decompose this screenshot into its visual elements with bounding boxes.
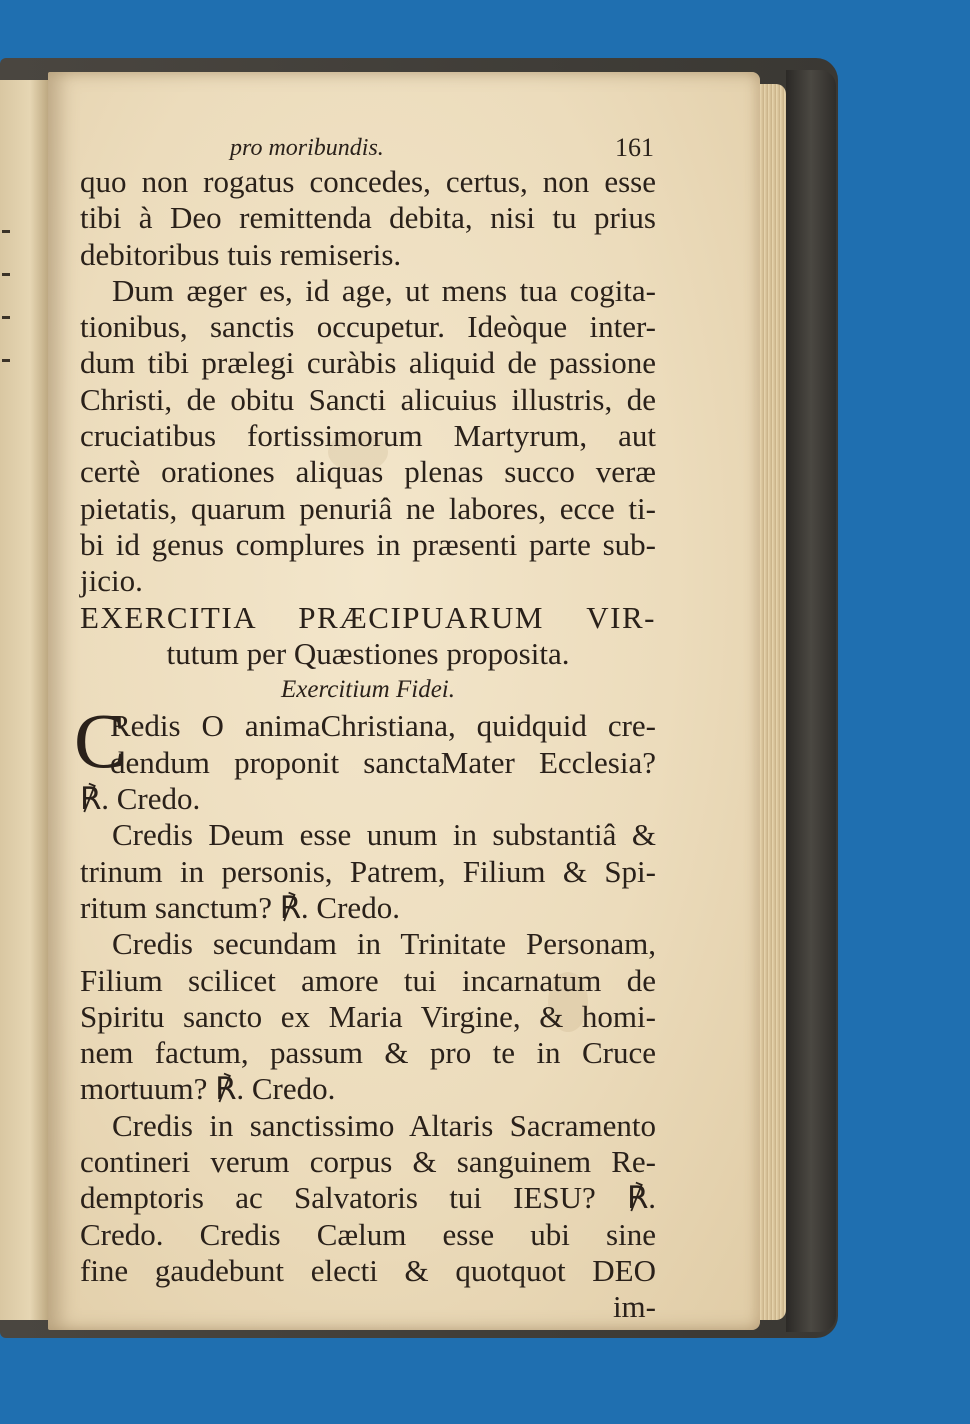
text-line: nem factum, passum & pro te in Cruce: [80, 1035, 656, 1071]
text-line: ℟. Credo.: [80, 781, 201, 817]
text-line: mortuum? ℟. Credo.: [80, 1071, 336, 1107]
text-line: Credis Deum esse unum in substantiâ &: [112, 817, 656, 853]
text-line: tionibus, sanctis occupetur. Ideòque inter-: [80, 309, 656, 345]
paragraph-4: [80, 817, 656, 926]
text-line: ritum sanctum? ℟. Credo.: [80, 889, 400, 925]
text-line: contineri verum corpus & sanguinem Re-: [80, 1144, 656, 1180]
page-text: [74, 128, 656, 1326]
text-line: dendum proponit sanctaMater Ecclesia?: [110, 744, 656, 780]
page-number: 161: [615, 133, 654, 162]
text-line: Credis in sanctissimo Altaris Sacramento: [112, 1107, 656, 1143]
drop-capital: C: [74, 697, 127, 785]
left-page-text-fragments: [2, 230, 12, 410]
text-line: tibi à Deo remittenda debita, nisi tu prius: [80, 200, 656, 236]
paragraph-1: [80, 164, 656, 273]
heading-line: tutum per Quæstiones proposita.: [166, 635, 570, 671]
text-line: cruciatibus fortissimorum Martyrum, aut: [80, 418, 656, 454]
text-line: trinum in personis, Patrem, Filium & Spi-: [80, 853, 656, 889]
text-line: demptoris ac Salvatoris tui IESU? ℟.: [80, 1180, 656, 1216]
book-cover-edge: [786, 70, 836, 1332]
text-line: fine gaudebunt electi & quotquot DEO: [80, 1252, 656, 1288]
text-line: bi id genus complures in præsenti parte sub-: [80, 526, 656, 562]
catchword: im-: [612, 1289, 656, 1325]
text-line: Credo. Credis Cælum esse ubi sine: [80, 1216, 656, 1252]
paragraph-2: [80, 273, 656, 600]
text-line: Filium scilicet amore tui incarnatum de: [80, 962, 656, 998]
page-block-edge: [760, 84, 786, 1320]
text-line: Spiritu sancto ex Maria Virgine, & homi-: [80, 998, 656, 1034]
text-line: jicio.: [80, 563, 143, 599]
section-heading: [80, 600, 656, 673]
heading-line: EXERCITIA PRÆCIPUARUM VIR-: [80, 599, 656, 635]
text-line: pietatis, quarum penuriâ ne labores, ecce ti-: [80, 490, 656, 526]
text-line: Christi, de obitu Sancti alicuius illustris, de: [80, 381, 656, 417]
text-line: certè orationes aliquas plenas succo veræ: [80, 454, 656, 490]
running-head-title: pro moribundis.: [230, 135, 384, 161]
text-line: Credis secundam in Trinitate Personam,: [112, 926, 656, 962]
text-line: Redis O animaChristiana, quidquid cre-: [110, 708, 656, 744]
text-line: debitoribus tuis remiseris.: [80, 236, 402, 272]
running-head: [80, 128, 656, 164]
paragraph-6: [80, 1108, 656, 1289]
text-line: dum tibi prælegi curàbis aliquid de passione: [80, 345, 656, 381]
left-page-edge: [0, 80, 50, 1320]
paragraph-5: [80, 926, 656, 1107]
paragraph-3: [74, 697, 656, 785]
text-line: quo non rogatus concedes, certus, non esse: [80, 164, 656, 199]
text-line: Dum æger es, id age, ut mens tua cogita-: [112, 272, 656, 308]
subheading: Exercitium Fidei.: [280, 676, 455, 704]
